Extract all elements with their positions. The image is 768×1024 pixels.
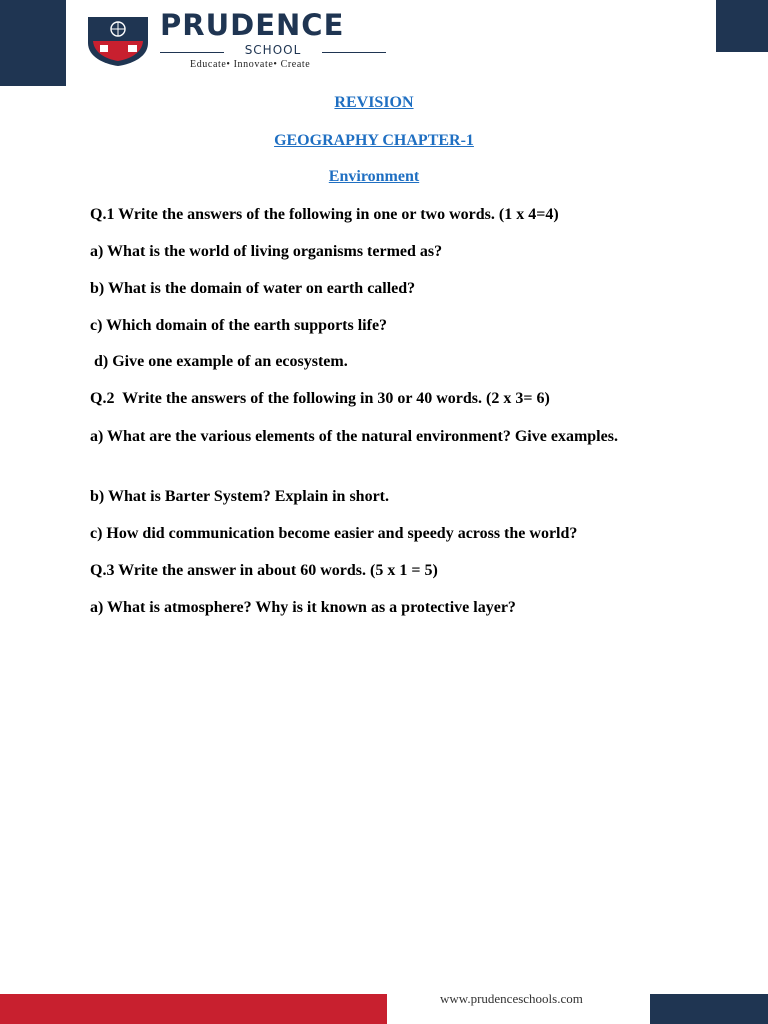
revision-heading: REVISION: [334, 94, 414, 111]
footer-website: www.prudenceschools.com: [440, 991, 583, 1006]
chapter-heading: GEOGRAPHY CHAPTER-1: [274, 132, 474, 149]
shield-icon: [84, 15, 152, 67]
question-1b: b) What is the domain of water on earth called?: [90, 280, 416, 297]
header-corner-block: [0, 0, 66, 86]
header-corner-block-right: [716, 0, 768, 52]
question-2c: c) How did communication become easier and speedy across the world?: [90, 525, 578, 542]
school-name: PRUDENCE: [160, 8, 345, 42]
question-2a: a) What are the various elements of the natural environment? Give examples.: [90, 428, 618, 445]
footer-red-bar: [0, 994, 387, 1024]
school-logo: [84, 8, 394, 72]
question-2: Q.2 Write the answers of the following in 30 or 40 words. (2 x 3= 6): [90, 390, 550, 407]
question-1c: c) Which domain of the earth supports life?: [90, 317, 388, 334]
topic-heading: Environment: [328, 168, 420, 185]
question-2b: b) What is Barter System? Explain in short.: [90, 488, 389, 505]
school-subtitle-text: SCHOOL: [244, 43, 302, 57]
footer-navy-bar: [650, 994, 768, 1024]
school-subtitle: [160, 45, 386, 59]
question-1d: d) Give one example of an ecosystem.: [90, 353, 348, 370]
question-1: Q.1 Write the answers of the following in one or two words. (1 x 4=4): [90, 206, 559, 223]
question-1a: a) What is the world of living organisms termed as?: [90, 243, 443, 260]
question-3: Q.3 Write the answer in about 60 words. (5 x 1 = 5): [90, 562, 438, 579]
school-tagline: Educate• Innovate• Create: [190, 59, 311, 70]
question-3a: a) What is atmosphere? Why is it known as a protective layer?: [90, 599, 516, 616]
